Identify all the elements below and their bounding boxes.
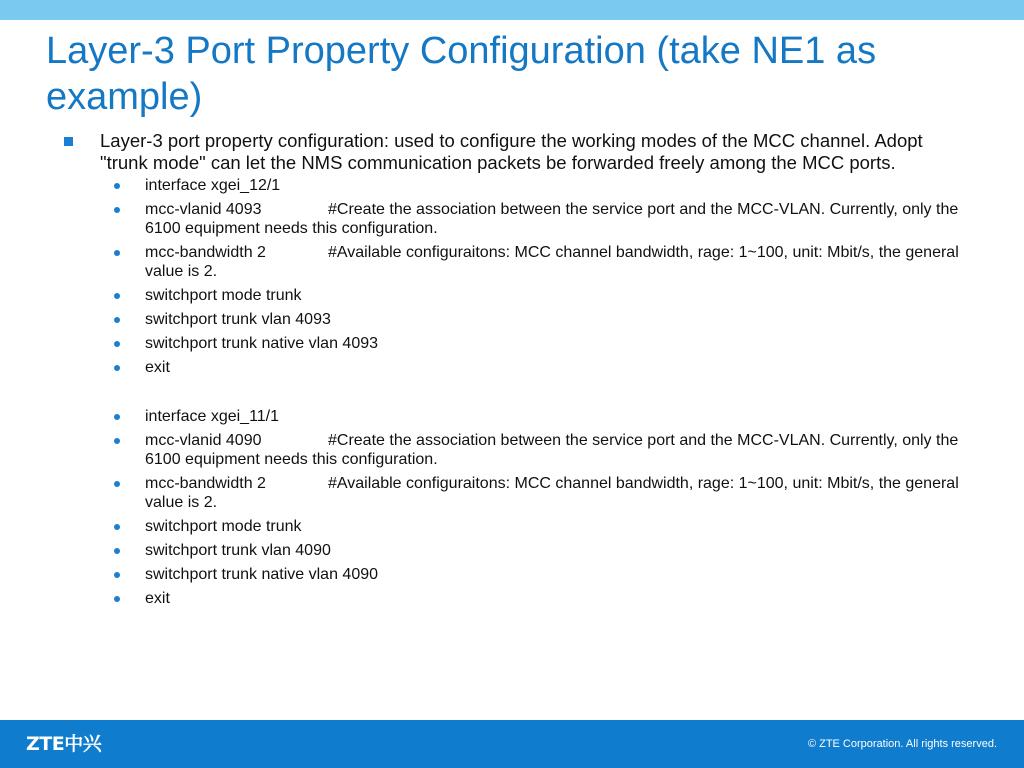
config-line [0,176,1024,195]
dot-bullet-icon [114,250,120,256]
footer-bar [0,720,1024,768]
copyright-notice: © ZTE Corporation. All rights reserved. [807,738,997,750]
config-line [0,200,1024,238]
dot-bullet-icon [114,341,120,347]
dot-bullet-icon [114,317,120,323]
config-command: switchport mode trunk [145,518,302,535]
main-bullet [0,130,1024,174]
zte-logo [26,732,101,756]
square-bullet-icon [64,137,73,146]
config-command: switchport trunk native vlan 4093 [145,335,379,352]
dot-bullet-icon [114,207,120,213]
dot-bullet-icon [114,293,120,299]
dot-bullet-icon [114,438,120,444]
config-comment: #Available configuraitons: MCC channel bandwidth, rage: 1~100, unit: Mbit/s, the general value is 2. [145,475,959,511]
config-line [0,517,1024,536]
config-command: mcc-vlanid 4090 [145,432,262,449]
config-command: exit [145,359,170,376]
dot-bullet-icon [114,183,120,189]
config-command: exit [145,590,170,607]
config-command: mcc-bandwidth 2 [145,475,266,492]
slide-content [0,130,1024,613]
dot-bullet-icon [114,524,120,530]
config-list-xgei-12-1 [0,176,1024,377]
dot-bullet-icon [114,481,120,487]
config-line [0,286,1024,305]
config-line [0,431,1024,469]
config-line [0,334,1024,353]
config-line [0,243,1024,281]
dot-bullet-icon [114,548,120,554]
logo-text: ZTE中兴 [26,733,102,755]
config-comment: #Available configuraitons: MCC channel bandwidth, rage: 1~100, unit: Mbit/s, the general value is 2. [145,244,959,280]
dot-bullet-icon [114,596,120,602]
dot-bullet-icon [114,365,120,371]
config-command: interface xgei_12/1 [145,177,281,194]
config-command: mcc-vlanid 4093 [145,201,262,218]
config-line [0,565,1024,584]
dot-bullet-icon [114,414,120,420]
config-command: switchport trunk vlan 4093 [145,311,331,328]
config-command: switchport trunk vlan 4090 [145,542,331,559]
config-line [0,407,1024,426]
config-line [0,541,1024,560]
slide-title: Layer-3 Port Property Configuration (take NE1 as example) [46,30,877,118]
config-comment: #Create the association between the service port and the MCC-VLAN. Currently, only the 6100 equipment needs this configuration. [145,201,959,237]
config-command: switchport mode trunk [145,287,302,304]
main-bullet-text: Layer-3 port property configuration: used to configure the working modes of the MCC channel. Adopt "trunk mode" can let the NMS communication packets be forwarded freely among the MCC ports. [100,130,923,173]
config-command: interface xgei_11/1 [145,408,280,425]
config-line [0,310,1024,329]
config-list-xgei-11-1 [0,407,1024,608]
config-line [0,589,1024,608]
config-comment: #Create the association between the service port and the MCC-VLAN. Currently, only the 6100 equipment needs this configuration. [145,432,959,468]
dot-bullet-icon [114,572,120,578]
config-line [0,474,1024,512]
group-spacer [0,382,1024,405]
config-line [0,358,1024,377]
config-command: switchport trunk native vlan 4090 [145,566,379,583]
config-command: mcc-bandwidth 2 [145,244,266,261]
top-banner [0,0,1024,20]
